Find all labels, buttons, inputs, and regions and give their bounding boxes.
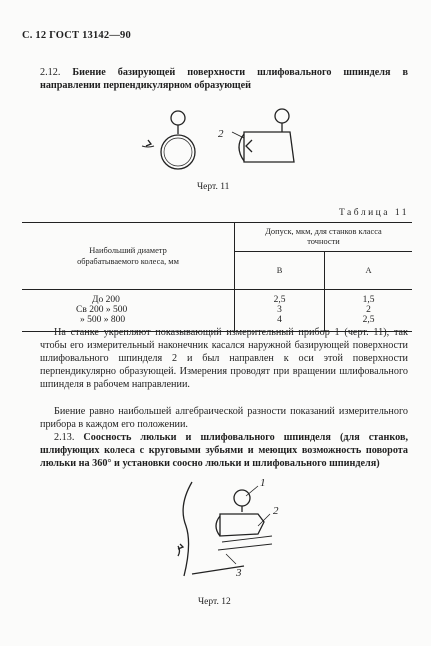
dial-indicator-right <box>275 109 289 123</box>
page-header: С. 12 ГОСТ 13142—90 <box>22 30 131 41</box>
spindle-circle <box>161 135 195 169</box>
figure-11 <box>140 110 310 170</box>
paragraph-measurement: На станке укрепляют показывающий измерительный прибор 1 (черт. 11), так чтобы его измерительный наконечник касался наружной базирующей поверхности шлифовального шпинделя 2 и был направлен к оси этой поверхности перпендикулярно образующей. Измерения проводят при вращении шлифовального шпинделя в рабочем направлении. <box>40 327 408 390</box>
section-title: Соосность люльки и шлифовального шпинделя <box>83 432 331 443</box>
fig12-label-1: 1 <box>260 477 266 489</box>
figure-11-caption: Черт. 11 <box>197 182 230 192</box>
section-number: 2.12. <box>40 67 61 78</box>
column-header-class-b: В <box>235 252 325 290</box>
dial-indicator-left <box>171 111 185 125</box>
section-title: Биение базирующей поверхности шлифовального шпинделя в направлении перпендикулярном образующей <box>40 67 409 91</box>
dial-indicator <box>234 490 250 506</box>
section-number: 2.13. <box>54 432 75 443</box>
table-row: Св 200 » 500 3 2 <box>22 305 412 315</box>
table-title: Таблица 11 <box>338 208 409 218</box>
column-header-class-a: А <box>325 252 413 290</box>
cradle-contour <box>183 482 192 576</box>
table-row: До 200 2,5 1,5 <box>22 290 412 306</box>
spindle-head <box>220 514 264 536</box>
fig11-label-2: 2 <box>218 128 224 140</box>
table-row: » 500 » 800 4 2,5 <box>22 315 412 332</box>
paragraph-runout: Биение равно наибольшей алгебраической разности показаний измерительного прибора в каждом его положении. <box>40 406 408 430</box>
table-11 <box>22 222 412 332</box>
section-title-continuation: (для станков, шлифующих колеса с круговыми зубьями и меющих возможность поворота люльки на 360° и установки соосно люльки и шлифовального шпинделя) <box>40 432 409 469</box>
spindle-side <box>244 132 294 162</box>
figure-12-caption: Черт. 12 <box>198 597 231 607</box>
fig12-label-2: 2 <box>273 505 279 517</box>
section-2-13-heading <box>40 431 408 470</box>
column-header-tolerance: Допуск, мкм, для станков класса точности <box>265 227 382 246</box>
figure-12 <box>170 478 300 583</box>
section-2-12-heading <box>40 66 408 92</box>
fig12-label-3: 3 <box>236 567 242 579</box>
column-header-diameter: Наибольший диаметр обрабатываемого колеса, мм <box>77 246 179 266</box>
